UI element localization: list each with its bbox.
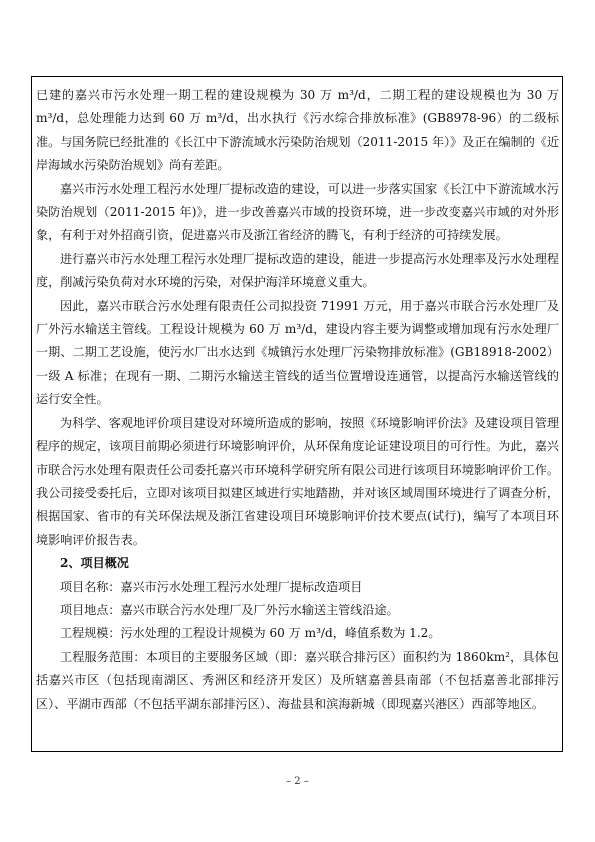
item-project-name: 项目名称：嘉兴市污水处理工程污水处理厂提标改造项目 (60, 579, 363, 594)
item-service-area: 工程服务范围：本项目的主要服务区域（即：嘉兴联合排污区）面积约为 1860km²，具体包括嘉兴市区（包括现南湖区、秀洲区和经济开发区）及所辖嘉善县南部（不包括嘉善北部排污区）、平湖市西部（不包括平湖东部排污区）、海盐县和滨海新城（即现嘉兴港区）西部等地区。 (36, 649, 559, 711)
paragraph-assessment: 为科学、客观地评价项目建设对环境所造成的影响，按照《环境影响评价法》及建设项目管理程序的规定，该项目前期必须进行环境影响评价，从环保角度论证建设项目的可行性。为此，嘉兴市联合污水处理有限责任公司委托嘉兴市环境科学研究所有限公司进行该项目环境影响评价工作。我公司接受委托后，立即对该项目拟建区域进行实地踏勘，并对该区域周围环境进行了调查分析，根据国家、省市的有关环保法规及浙江省建设项目环境影响评价技术要点(试行)，编写了本项目环境影响评价报告表。 (36, 415, 559, 547)
paragraph-investment: 因此，嘉兴市联合污水处理有限责任公司拟投资 71991 万元，用于嘉兴市联合污水处理厂及厂外污水输送主管线。工程设计规模为 60 万 m³/d，建设内容主要为调整或增加现有污水处理厂一期、二期工艺设施，使污水厂出水达到《城镇污水处理厂污染物排放标准》(GB18918-2002）一级 A 标准；在现有一期、二期污水输送主管线的适当位置增设连通管，以提高污水输送管线的运行安全性。 (36, 298, 559, 407)
paragraph-construction-benefits: 嘉兴市污水处理工程污水处理厂提标改造的建设，可以进一步落实国家《长江中下游流域水污染防治规划（2011-2015 年)》，进一步改善嘉兴市域的投资环境，进一步改变嘉兴市域的对外形象，有利于对外招商引资，促进嘉兴市及浙江省经济的腾飞，有利于经济的可持续发展。 (36, 181, 559, 243)
item-project-scale: 工程规模：污水处理的工程设计规模为 60 万 m³/d，峰值系数为 1.2。 (60, 626, 441, 641)
section-heading: 2、项目概况 (60, 556, 129, 571)
item-project-location: 项目地点：嘉兴市联合污水处理厂及厂外污水输送主管线沿途。 (60, 602, 399, 617)
document-body (36, 84, 559, 716)
paragraph-continuation: 已建的嘉兴市污水处理一期工程的建设规模为 30 万 m³/d，二期工程的建设规模也为 30 万 m³/d，总处理能力达到 60 万 m³/d，出水执行《污水综合排放标准》(GB8978-96）的二级标准。与国务院已经批准的《长江中下游流域水污染防治规划（2011-2015 年）》及正在编制的《近岸海域水污染防治规划》尚有差距。 (36, 88, 559, 173)
paragraph-treatment-rate: 进行嘉兴市污水处理工程污水处理厂提标改造的建设，能进一步提高污水处理率及污水处理程度，削减污染负荷对水环境的污染，对保护海洋环境意义重大。 (36, 251, 559, 290)
page-number: – 2 – (286, 776, 309, 787)
